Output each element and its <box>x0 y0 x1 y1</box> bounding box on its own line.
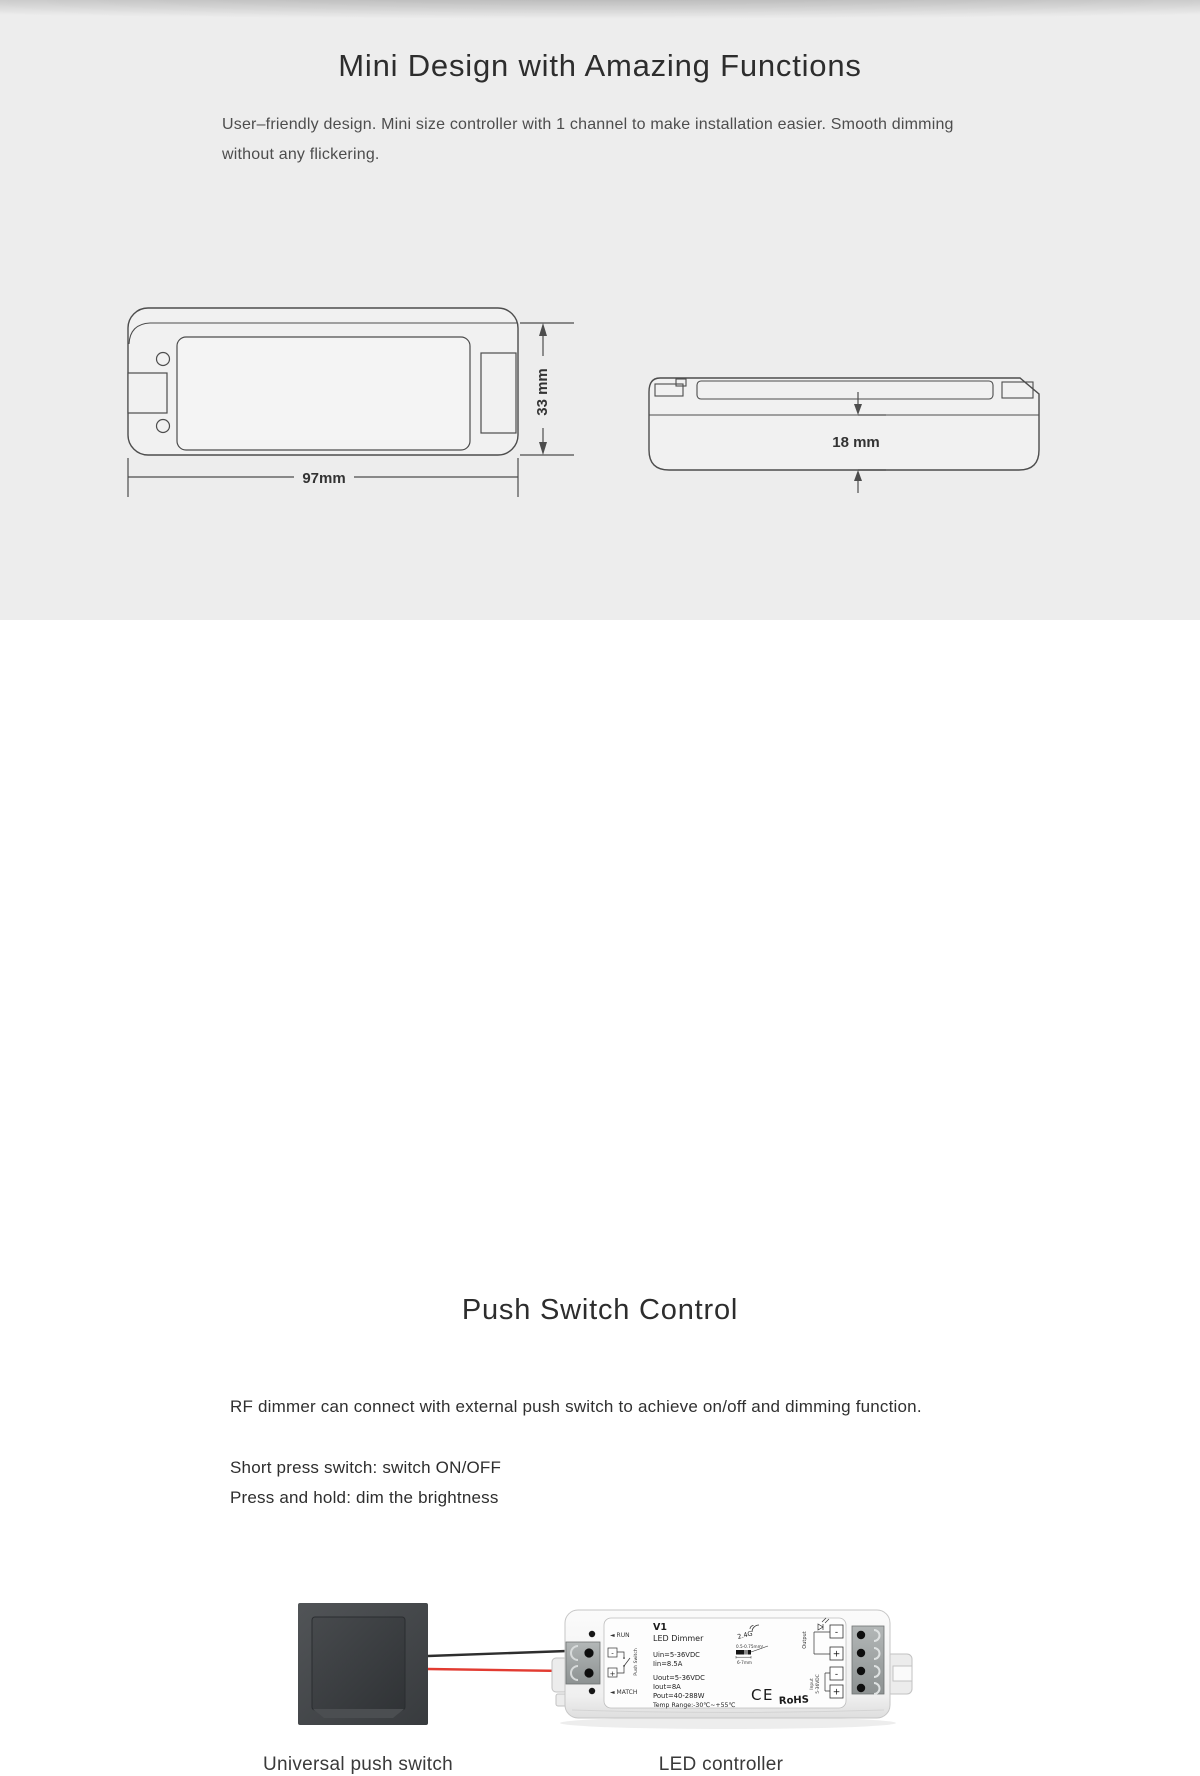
depth-dimension-label: 18 mm <box>832 434 880 451</box>
input-label-word: Input <box>810 1678 815 1690</box>
led-controller-illustration <box>552 1610 912 1729</box>
wiring-diagram <box>0 1570 1200 1755</box>
spec-iin: Iin=8.5A <box>653 1660 683 1668</box>
push-switch-schematic-label: Push Switch <box>634 1648 639 1676</box>
controller-label <box>604 1618 846 1708</box>
run-led <box>589 1631 595 1637</box>
wire-red <box>428 1669 567 1671</box>
rohs-mark: RoHS <box>778 1694 810 1707</box>
input-terminal-block <box>566 1642 600 1684</box>
run-label: ◄ RUN <box>610 1632 630 1639</box>
match-label: ◄ MATCH <box>610 1689 638 1696</box>
match-button <box>589 1688 595 1694</box>
top-shadow <box>0 0 1200 30</box>
spec-iout: Iout=8A <box>653 1683 681 1691</box>
section1-title: Mini Design with Amazing Functions <box>338 48 862 83</box>
section2-title: Push Switch Control <box>461 1294 739 1326</box>
led-controller-caption: LED controller <box>658 1754 784 1775</box>
strip-length-label: 6-7mm <box>737 1660 752 1665</box>
spec-temp: Temp Range:-30℃~+55℃ <box>653 1702 736 1709</box>
push-switch-section <box>0 620 1200 1775</box>
schematic-minus: - <box>611 1649 614 1658</box>
wire-black <box>428 1651 567 1656</box>
tip-short-press: Short press switch: switch ON/OFF <box>230 1458 502 1477</box>
output-terminal-block <box>852 1626 884 1694</box>
dimension-drawings <box>0 300 1200 515</box>
push-switch-illustration <box>298 1603 428 1725</box>
width-dimension-label: 97mm <box>302 470 346 487</box>
output-minus: - <box>834 1627 839 1638</box>
spec-pout: Pout=40-288W <box>653 1692 705 1700</box>
height-dimension-label: 33 mm <box>533 368 551 416</box>
push-switch-caption: Universal push switch <box>262 1754 454 1775</box>
section2-body: RF dimmer can connect with external push switch to achieve on/off and dimming function. <box>230 1397 922 1416</box>
side-view-drawing <box>649 378 1039 470</box>
top-view-drawing <box>128 308 518 455</box>
rf-label: 2.4G <box>736 1629 754 1641</box>
tip-press-hold: Press and hold: dim the brightness <box>230 1488 499 1507</box>
model-label: V1 <box>653 1622 667 1633</box>
wire-gauge-label: 0.5-0.75mm² <box>736 1644 764 1649</box>
input-minus: - <box>834 1669 839 1680</box>
output-label: Output <box>802 1631 808 1649</box>
section1-body: User–friendly design. Mini size controller with 1 channel to make installation easier. Smooth dimming without any flickering. <box>222 116 954 163</box>
output-plus: + <box>832 1649 841 1660</box>
product-label: LED Dimmer <box>653 1634 704 1643</box>
ce-mark: CE <box>751 1686 774 1704</box>
spec-uin: Uin=5-36VDC <box>653 1651 700 1659</box>
input-label-voltage: 5-36VDC <box>816 1674 821 1694</box>
spec-uout: Uout=5-36VDC <box>653 1674 705 1682</box>
input-plus: + <box>832 1687 841 1698</box>
feature-section <box>0 0 1200 620</box>
schematic-plus: + <box>609 1670 616 1678</box>
